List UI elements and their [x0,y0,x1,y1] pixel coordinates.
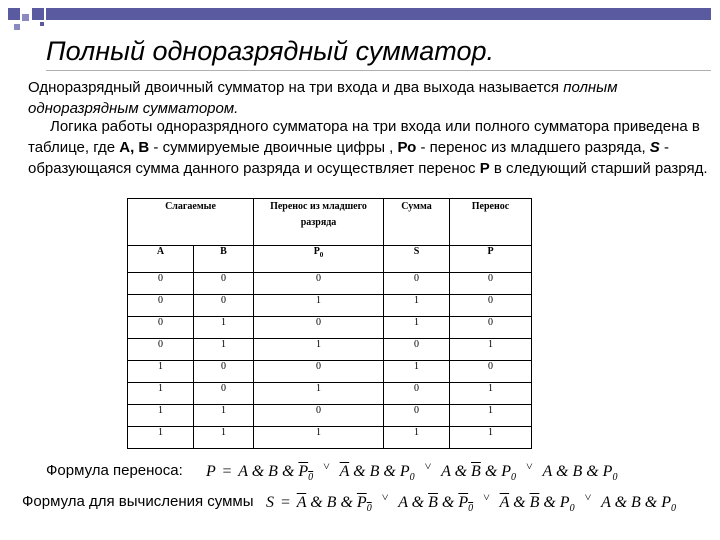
table-row [128,317,532,339]
sum-formula-label: Формула для вычисления суммы [22,493,254,510]
table-cell: 1 [450,405,532,427]
equals-sign: = [281,494,291,511]
table-cell: 1 [128,383,194,405]
table-header-row [128,199,532,246]
logic-text-4: - образующаяся сумма данного разряда и осуществляет перенос [28,139,669,177]
or-symbol: ˅ [424,459,432,473]
header-sum: Сумма [384,199,450,246]
table-row [128,427,532,449]
or-symbol: ˅ [584,490,592,504]
sum-term-3: $\overline{A}$ & $\overline{B}$ & $P_0$ [499,494,575,515]
table-cell: 0 [384,339,450,361]
table-cell: 1 [194,317,254,339]
carry-term-4: A & B & $P_0$ [542,463,618,484]
table-row [128,339,532,361]
header-carry-out: Перенос [450,199,532,246]
sum-term-2: A & $\overline{B}$ & $P_0$ [398,494,474,515]
subheader-s: S [384,246,450,273]
table-cell: 0 [194,383,254,405]
intro-emphasis: полным одноразрядным сумматором. [28,79,618,117]
logic-text-5: в следующий старший разряд. [489,160,708,177]
table-row [128,273,532,295]
table-row [128,295,532,317]
table-cell: 0 [254,273,384,295]
table-row [128,361,532,383]
table-cell: 0 [384,273,450,295]
table-cell: 1 [128,427,194,449]
carry-term-1: A & B & $P_0$ [238,463,314,484]
table-cell: 1 [254,427,384,449]
or-symbol: ˅ [526,459,533,473]
logic-text-2: - суммируемые двоичные цифры , [149,139,398,156]
table-subheader-row [128,246,532,273]
table-cell: 1 [384,317,450,339]
truth-table [127,198,532,449]
table-cell: 1 [450,427,532,449]
or-symbol: ˅ [323,459,330,473]
table-cell: 1 [254,295,384,317]
table-cell: 1 [128,405,194,427]
table-cell: 0 [384,383,450,405]
decorative-square [32,8,44,20]
header-addends: Слагаемые [128,199,254,246]
table-cell: 0 [128,273,194,295]
decorative-bar [46,8,711,20]
subheader-p0: $P_0$ [254,246,384,273]
table-cell: 0 [128,317,194,339]
table-cell: 1 [254,339,384,361]
sum-formula [266,490,676,514]
table-cell: 1 [450,339,532,361]
carry-term-2: $\overline{A}$ & B & $P_0$ [339,463,415,484]
table-cell: 0 [254,317,384,339]
logic-text-3: - перенос из младшего разряда, [416,139,650,156]
table-cell: 1 [384,295,450,317]
logic-bold-ab: А, В [119,139,150,156]
table-cell: 0 [128,339,194,361]
slide-title: Полный одноразрядный сумматор. [46,36,495,66]
decorative-square [40,22,44,26]
table-cell: 0 [128,295,194,317]
table-cell: 0 [254,405,384,427]
table-row [128,405,532,427]
logic-bold-p: Р [479,160,490,177]
sum-term-1: $\overline{A}$ & B & $P_0$ [296,494,372,515]
intro-text: Одноразрядный двоичный сумматор на три входа и два выхода называется [28,79,564,96]
table-cell: 0 [450,317,532,339]
table-cell: 1 [194,405,254,427]
logic-text-1: Логика работы одноразрядного сумматора на три входа или полного сумматора приведена в таблице, где [28,118,700,156]
carry-formula-label: Формула переноса: [46,462,183,479]
table-cell: 0 [254,361,384,383]
intro-paragraph [28,77,708,119]
subheader-p: P [450,246,532,273]
subheader-a: A [128,246,194,273]
table-row [128,383,532,405]
table-cell: 1 [194,427,254,449]
or-symbol: ˅ [483,490,490,504]
title-divider [46,70,711,71]
logic-paragraph [28,116,708,179]
logic-bold-s: S [649,139,660,156]
table-cell: 1 [384,427,450,449]
table-cell: 0 [450,295,532,317]
table-cell: 0 [194,361,254,383]
table-cell: 1 [384,361,450,383]
carry-term-3: A & $\overline{B}$ & $P_0$ [441,463,517,484]
table-body [128,273,532,449]
table-cell: 1 [194,339,254,361]
equals-sign: = [222,463,232,480]
table-cell: 1 [254,383,384,405]
sum-lhs: S [266,494,274,511]
carry-lhs: P [206,463,216,480]
table-cell: 0 [194,295,254,317]
table-cell: 1 [450,383,532,405]
table-cell: 0 [194,273,254,295]
decorative-square [14,24,20,30]
table-cell: 0 [450,361,532,383]
table-cell: 0 [384,405,450,427]
decorative-square [8,8,20,20]
or-symbol: ˅ [381,490,389,504]
sum-term-4: A & B & $P_0$ [601,494,676,515]
carry-formula [206,459,617,483]
decorative-square [22,14,29,21]
logic-bold-po: Ро [397,139,417,156]
table-cell: 0 [450,273,532,295]
table-cell: 1 [128,361,194,383]
subheader-b: B [194,246,254,273]
header-carry-in: Перенос из младшего разряда [254,199,384,246]
